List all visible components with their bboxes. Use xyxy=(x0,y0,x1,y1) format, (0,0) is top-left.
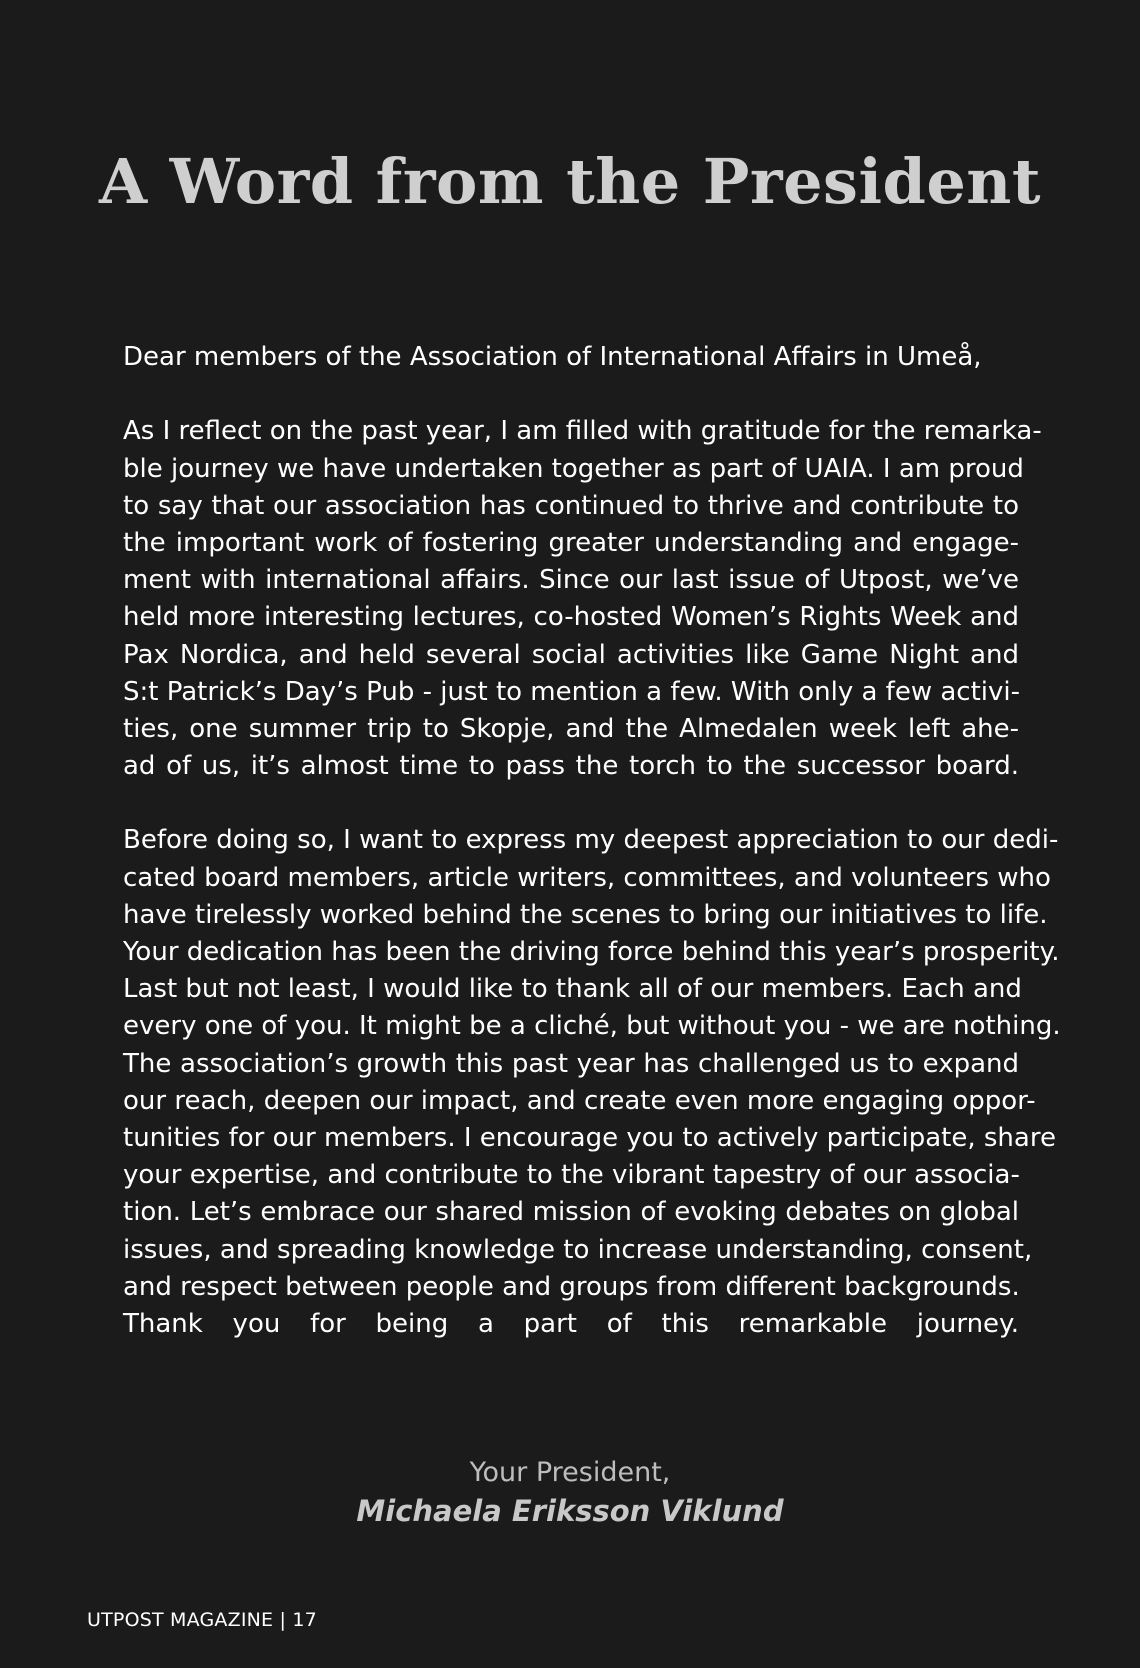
paragraph-line: have tirelessly worked behind the scenes to bring our initiatives to life. xyxy=(123,899,1048,930)
paragraph-line: held more interesting lectures, co-hosted Women’s Rights Week and xyxy=(123,602,1019,633)
greeting-line: Dear members of the Association of International Affairs in Umeå, xyxy=(123,342,982,372)
paragraph-line: cated board members, article writers, committees, and volunteers who xyxy=(123,862,1051,893)
paragraph-line: the important work of fostering greater understanding and engage- xyxy=(123,527,1019,558)
letter-body xyxy=(123,339,1061,1343)
paragraph-line: every one of you. It might be a cliché, but without you - we are nothing. xyxy=(123,1011,1061,1042)
paragraph-line: The association’s growth this past year has challenged us to expand xyxy=(123,1048,1019,1079)
paragraph-line: As I reflect on the past year, I am filled with gratitude for the remarka- xyxy=(123,416,1042,447)
paragraph-line: Thank you for being a part of this remarkable journey. xyxy=(123,1308,1019,1339)
paragraph-line: ble journey we have undertaken together as part of UAIA. I am proud xyxy=(123,453,1024,484)
paragraph-2 xyxy=(123,822,1061,1343)
paragraph-line: tion. Let’s embrace our shared mission of evoking debates on global xyxy=(123,1197,1019,1228)
paragraph-line: ties, one summer trip to Skopje, and the Almedalen week left ahe- xyxy=(123,713,1019,744)
greeting xyxy=(123,339,1019,376)
paragraph-line: ad of us, it’s almost time to pass the torch to the successor board. xyxy=(123,751,1019,782)
paragraph-line: Your dedication has been the driving force behind this year’s prosperity. xyxy=(123,937,1060,967)
paragraph-line: S:t Patrick’s Day’s Pub - just to mention a few. With only a few activi- xyxy=(123,676,1020,707)
paragraph-line: Before doing so, I want to express my deepest appreciation to our dedi- xyxy=(123,825,1059,856)
paragraph-line: ment with international affairs. Since our last issue of Utpost, we’ve xyxy=(123,565,1019,596)
signoff-label: Your President, xyxy=(469,1457,671,1488)
page-footer: UTPOST MAGAZINE | 17 xyxy=(87,1609,317,1631)
paragraph-gap xyxy=(123,376,1019,413)
paragraph-line: tunities for our members. I encourage you to actively participate, share xyxy=(123,1122,1056,1153)
paragraph-line: Pax Nordica, and held several social activities like Game Night and xyxy=(123,639,1019,670)
signoff-name: Michaela Eriksson Viklund xyxy=(356,1494,784,1528)
paragraph-1 xyxy=(123,413,1042,785)
paragraph-line: our reach, deepen our impact, and create even more engaging oppor- xyxy=(123,1085,1036,1116)
paragraph-line: Last but not least, I would like to thank all of our members. Each and xyxy=(123,974,1022,1005)
paragraph-line: to say that our association has continued to thrive and contribute to xyxy=(123,490,1019,521)
paragraph-gap xyxy=(123,785,1019,822)
paragraph-line: and respect between people and groups from different backgrounds. xyxy=(123,1271,1020,1302)
paragraph-line: issues, and spreading knowledge to increase understanding, consent, xyxy=(123,1234,1033,1265)
paragraph-line: your expertise, and contribute to the vibrant tapestry of our associa- xyxy=(123,1160,1020,1191)
page-title: A Word from the President xyxy=(98,145,1042,218)
signoff xyxy=(0,1454,1140,1530)
